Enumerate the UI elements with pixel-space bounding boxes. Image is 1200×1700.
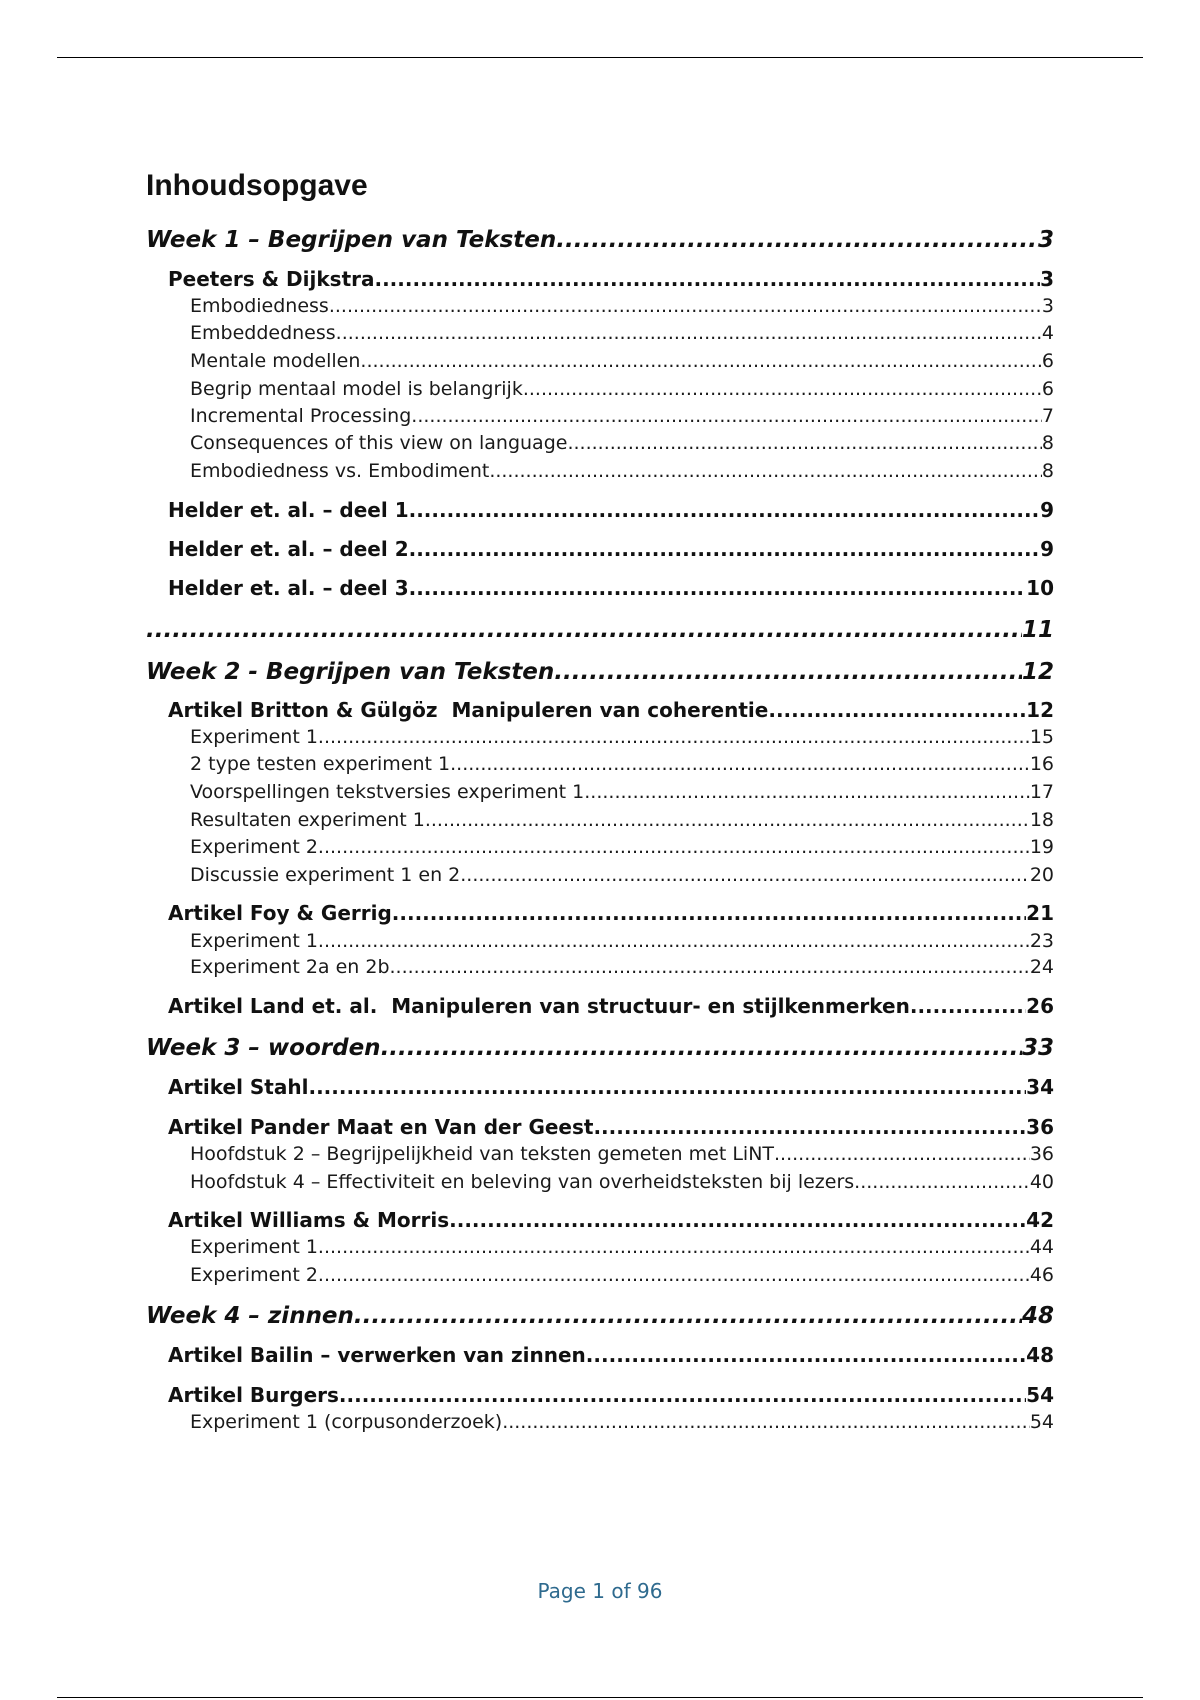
toc-entry[interactable]	[190, 954, 1054, 982]
toc-entry-page: 3	[1040, 267, 1054, 291]
toc-entry[interactable]	[190, 862, 1054, 890]
toc-entry-label: Begrip mentaal model is belangrijk	[190, 378, 523, 400]
toc-entry-label: Embodiedness vs. Embodiment	[190, 460, 490, 482]
toc-entry-label: Week 2 - Begrijpen van Teksten	[146, 659, 555, 685]
toc-entry-page: 11	[1021, 617, 1054, 643]
toc-leader-dots	[460, 862, 1030, 888]
toc-entry-label: Week 3 – woorden	[146, 1035, 381, 1061]
toc-entry-label: Experiment 1	[190, 726, 318, 748]
toc-entry-page: 34	[1026, 1075, 1054, 1099]
toc-entry[interactable]	[168, 1382, 1054, 1410]
toc-leader-dots	[567, 430, 1041, 456]
toc-entry-page: 16	[1029, 753, 1054, 775]
toc-entry-label: Week 4 – zinnen	[146, 1303, 354, 1329]
toc-entry-page: 7	[1041, 405, 1054, 427]
toc-entry[interactable]	[190, 1234, 1054, 1262]
toc-leader-dots	[381, 1034, 1022, 1062]
toc-entry-label: Incremental Processing	[190, 405, 412, 427]
toc-entry[interactable]	[146, 658, 1054, 686]
toc-entry[interactable]	[190, 293, 1054, 321]
toc-title: Inhoudsopgave	[146, 169, 368, 202]
toc-entry-page: 54	[1029, 1411, 1054, 1433]
toc-entry[interactable]	[190, 458, 1054, 486]
toc-entry-page: 9	[1040, 537, 1054, 561]
toc-entry-page: 48	[1026, 1343, 1054, 1367]
toc-leader-dots	[318, 928, 1030, 954]
toc-entry-page: 23	[1029, 930, 1054, 952]
toc-entry-label: Experiment 1	[190, 930, 318, 952]
toc-entry-page: 19	[1029, 836, 1054, 858]
toc-leader-dots	[774, 1141, 1030, 1167]
toc-leader-dots	[409, 536, 1040, 562]
toc-leader-dots	[586, 1342, 1026, 1368]
toc-entry-page: 15	[1029, 726, 1054, 748]
toc-entry-label: Helder et. al. – deel 3	[168, 576, 409, 600]
toc-entry-label: Experiment 2	[190, 1264, 318, 1286]
toc-entry-label: Week 1 – Begrijpen van Teksten	[146, 227, 557, 253]
footer-rule	[57, 1697, 1143, 1698]
toc-entry-label: Artikel Stahl	[168, 1075, 309, 1099]
toc-entry[interactable]	[190, 928, 1054, 956]
toc-entry-label: Embeddedness	[190, 322, 336, 344]
toc-entry[interactable]	[190, 348, 1054, 376]
toc-entry-page: 21	[1026, 901, 1054, 925]
toc-leader-dots	[308, 1074, 1026, 1100]
toc-leader-dots	[374, 266, 1040, 292]
toc-leader-dots	[392, 900, 1026, 926]
toc-entry-page: 12	[1021, 659, 1054, 685]
toc-entry[interactable]	[190, 320, 1054, 348]
toc-leader-dots	[318, 1234, 1030, 1260]
toc-entry-label: Experiment 1 (corpusonderzoek)	[190, 1411, 503, 1433]
toc-leader-dots	[854, 1169, 1030, 1195]
toc-entry-page: 9	[1040, 498, 1054, 522]
toc-entry[interactable]	[190, 1409, 1054, 1437]
toc-entry-page: 8	[1041, 432, 1054, 454]
toc-leader-dots	[523, 376, 1042, 402]
toc-entry-label: Consequences of this view on language	[190, 432, 568, 454]
toc-entry-page: 12	[1026, 698, 1054, 722]
toc-entry[interactable]	[168, 266, 1054, 294]
toc-leader-dots	[449, 1207, 1026, 1233]
toc-entry-label: Hoofdstuk 2 – Begrijpelijkheid van teksten gemeten met LiNT	[190, 1143, 775, 1165]
toc-entry-label: Experiment 2a en 2b	[190, 956, 390, 978]
page-number: Page 1 of 96	[537, 1579, 663, 1603]
toc-entry-page: 3	[1037, 227, 1054, 253]
toc-entry[interactable]	[190, 751, 1054, 779]
toc-leader-dots	[318, 1262, 1030, 1288]
toc-entry-page: 42	[1026, 1208, 1054, 1232]
toc-entry[interactable]	[190, 834, 1054, 862]
toc-entry[interactable]	[190, 430, 1054, 458]
toc-entry[interactable]	[190, 779, 1054, 807]
toc-leader-dots	[910, 993, 1026, 1019]
toc-entry-page: 54	[1026, 1383, 1054, 1407]
toc-entry-label: Resultaten experiment 1	[190, 809, 425, 831]
toc-entry-page: 3	[1041, 295, 1054, 317]
toc-entry-label: Peeters & Dijkstra	[168, 267, 375, 291]
toc-entry-label: Helder et. al. – deel 2	[168, 537, 409, 561]
toc-entry[interactable]	[146, 1302, 1054, 1330]
toc-entry[interactable]	[168, 536, 1054, 564]
toc-entry-page: 48	[1021, 1303, 1054, 1329]
toc-entry-label: Artikel Land et. al. Manipuleren van structuur- en stijlkenmerken	[168, 994, 910, 1018]
toc-entry-label: Artikel Foy & Gerrig	[168, 901, 392, 925]
toc-leader-dots	[556, 226, 1038, 254]
toc-entry-page: 20	[1029, 864, 1054, 886]
toc-entry-page: 36	[1029, 1143, 1054, 1165]
toc-entry[interactable]	[168, 1074, 1054, 1102]
toc-entry-page: 24	[1029, 956, 1054, 978]
header-rule	[57, 57, 1143, 58]
toc-entry-page: 6	[1041, 350, 1054, 372]
toc-entry[interactable]	[168, 993, 1054, 1021]
toc-entry[interactable]	[190, 1169, 1054, 1197]
toc-leader-dots	[339, 1382, 1026, 1408]
toc-leader-dots	[502, 1409, 1030, 1435]
toc-leader-dots	[411, 403, 1042, 429]
toc-leader-dots	[450, 751, 1030, 777]
toc-entry-page: 33	[1021, 1035, 1054, 1061]
toc-entry-label: 2 type testen experiment 1	[190, 753, 451, 775]
toc-entry-page: 26	[1026, 994, 1054, 1018]
toc-leader-dots	[409, 497, 1040, 523]
toc-leader-dots	[489, 458, 1042, 484]
toc-entry-page: 46	[1029, 1264, 1054, 1286]
toc-entry-label: Artikel Bailin – verwerken van zinnen	[168, 1343, 586, 1367]
toc-leader-dots	[593, 1114, 1026, 1140]
toc-leader-dots	[318, 724, 1030, 750]
toc-leader-dots	[584, 779, 1030, 805]
toc-entry[interactable]	[190, 1262, 1054, 1290]
toc-leader-dots	[354, 1302, 1022, 1330]
toc-entry[interactable]	[146, 226, 1054, 254]
toc-entry-page: 10	[1026, 576, 1054, 600]
toc-entry[interactable]	[146, 616, 1054, 644]
toc-entry-page: 36	[1026, 1115, 1054, 1139]
toc-entry-label: Voorspellingen tekstversies experiment 1	[190, 781, 585, 803]
toc-entry-label: Embodiedness	[190, 295, 329, 317]
toc-entry[interactable]	[168, 497, 1054, 525]
toc-entry[interactable]	[190, 724, 1054, 752]
toc-entry-page: 17	[1029, 781, 1054, 803]
toc-leader-dots	[360, 348, 1042, 374]
toc-leader-dots	[425, 807, 1030, 833]
toc-leader-dots	[409, 575, 1027, 601]
toc-entry[interactable]	[168, 697, 1054, 725]
toc-entry-page: 4	[1041, 322, 1054, 344]
toc-entry[interactable]	[168, 575, 1054, 603]
toc-entry-label: Helder et. al. – deel 1	[168, 498, 409, 522]
toc-leader-dots	[318, 834, 1030, 860]
toc-entry-page: 18	[1029, 809, 1054, 831]
toc-entry-page: 8	[1041, 460, 1054, 482]
toc-leader-dots	[768, 697, 1026, 723]
toc-leader-dots	[554, 658, 1022, 686]
toc-leader-dots	[390, 954, 1030, 980]
toc-entry[interactable]	[190, 403, 1054, 431]
toc-entry-label: Discussie experiment 1 en 2	[190, 864, 461, 886]
toc-entry[interactable]	[190, 1141, 1054, 1169]
toc-leader-dots	[329, 293, 1042, 319]
toc-entry[interactable]	[190, 807, 1054, 835]
toc-entry[interactable]	[168, 1114, 1054, 1142]
toc-entry-label: Artikel Britton & Gülgöz Manipuleren van coherentie	[168, 698, 769, 722]
toc-entry-label: Mentale modellen	[190, 350, 361, 372]
toc-entry-label: Experiment 2	[190, 836, 318, 858]
toc-entry-page: 44	[1029, 1236, 1054, 1258]
toc-leader-dots	[146, 616, 1022, 644]
toc-entry[interactable]	[168, 1342, 1054, 1370]
toc-entry[interactable]	[190, 376, 1054, 404]
toc-leader-dots	[336, 320, 1042, 346]
toc-entry-label: Artikel Pander Maat en Van der Geest	[168, 1115, 594, 1139]
toc-entry-page: 6	[1041, 378, 1054, 400]
toc-entry-label: Artikel Burgers	[168, 1383, 339, 1407]
toc-entry[interactable]	[146, 1034, 1054, 1062]
toc-entry[interactable]	[168, 900, 1054, 928]
toc-entry-label: Artikel Williams & Morris	[168, 1208, 450, 1232]
toc-entry-label: Experiment 1	[190, 1236, 318, 1258]
toc-entry-page: 40	[1029, 1171, 1054, 1193]
toc-entry[interactable]	[168, 1207, 1054, 1235]
toc-entry-label: Hoofdstuk 4 – Effectiviteit en beleving van overheidsteksten bij lezers	[190, 1171, 855, 1193]
